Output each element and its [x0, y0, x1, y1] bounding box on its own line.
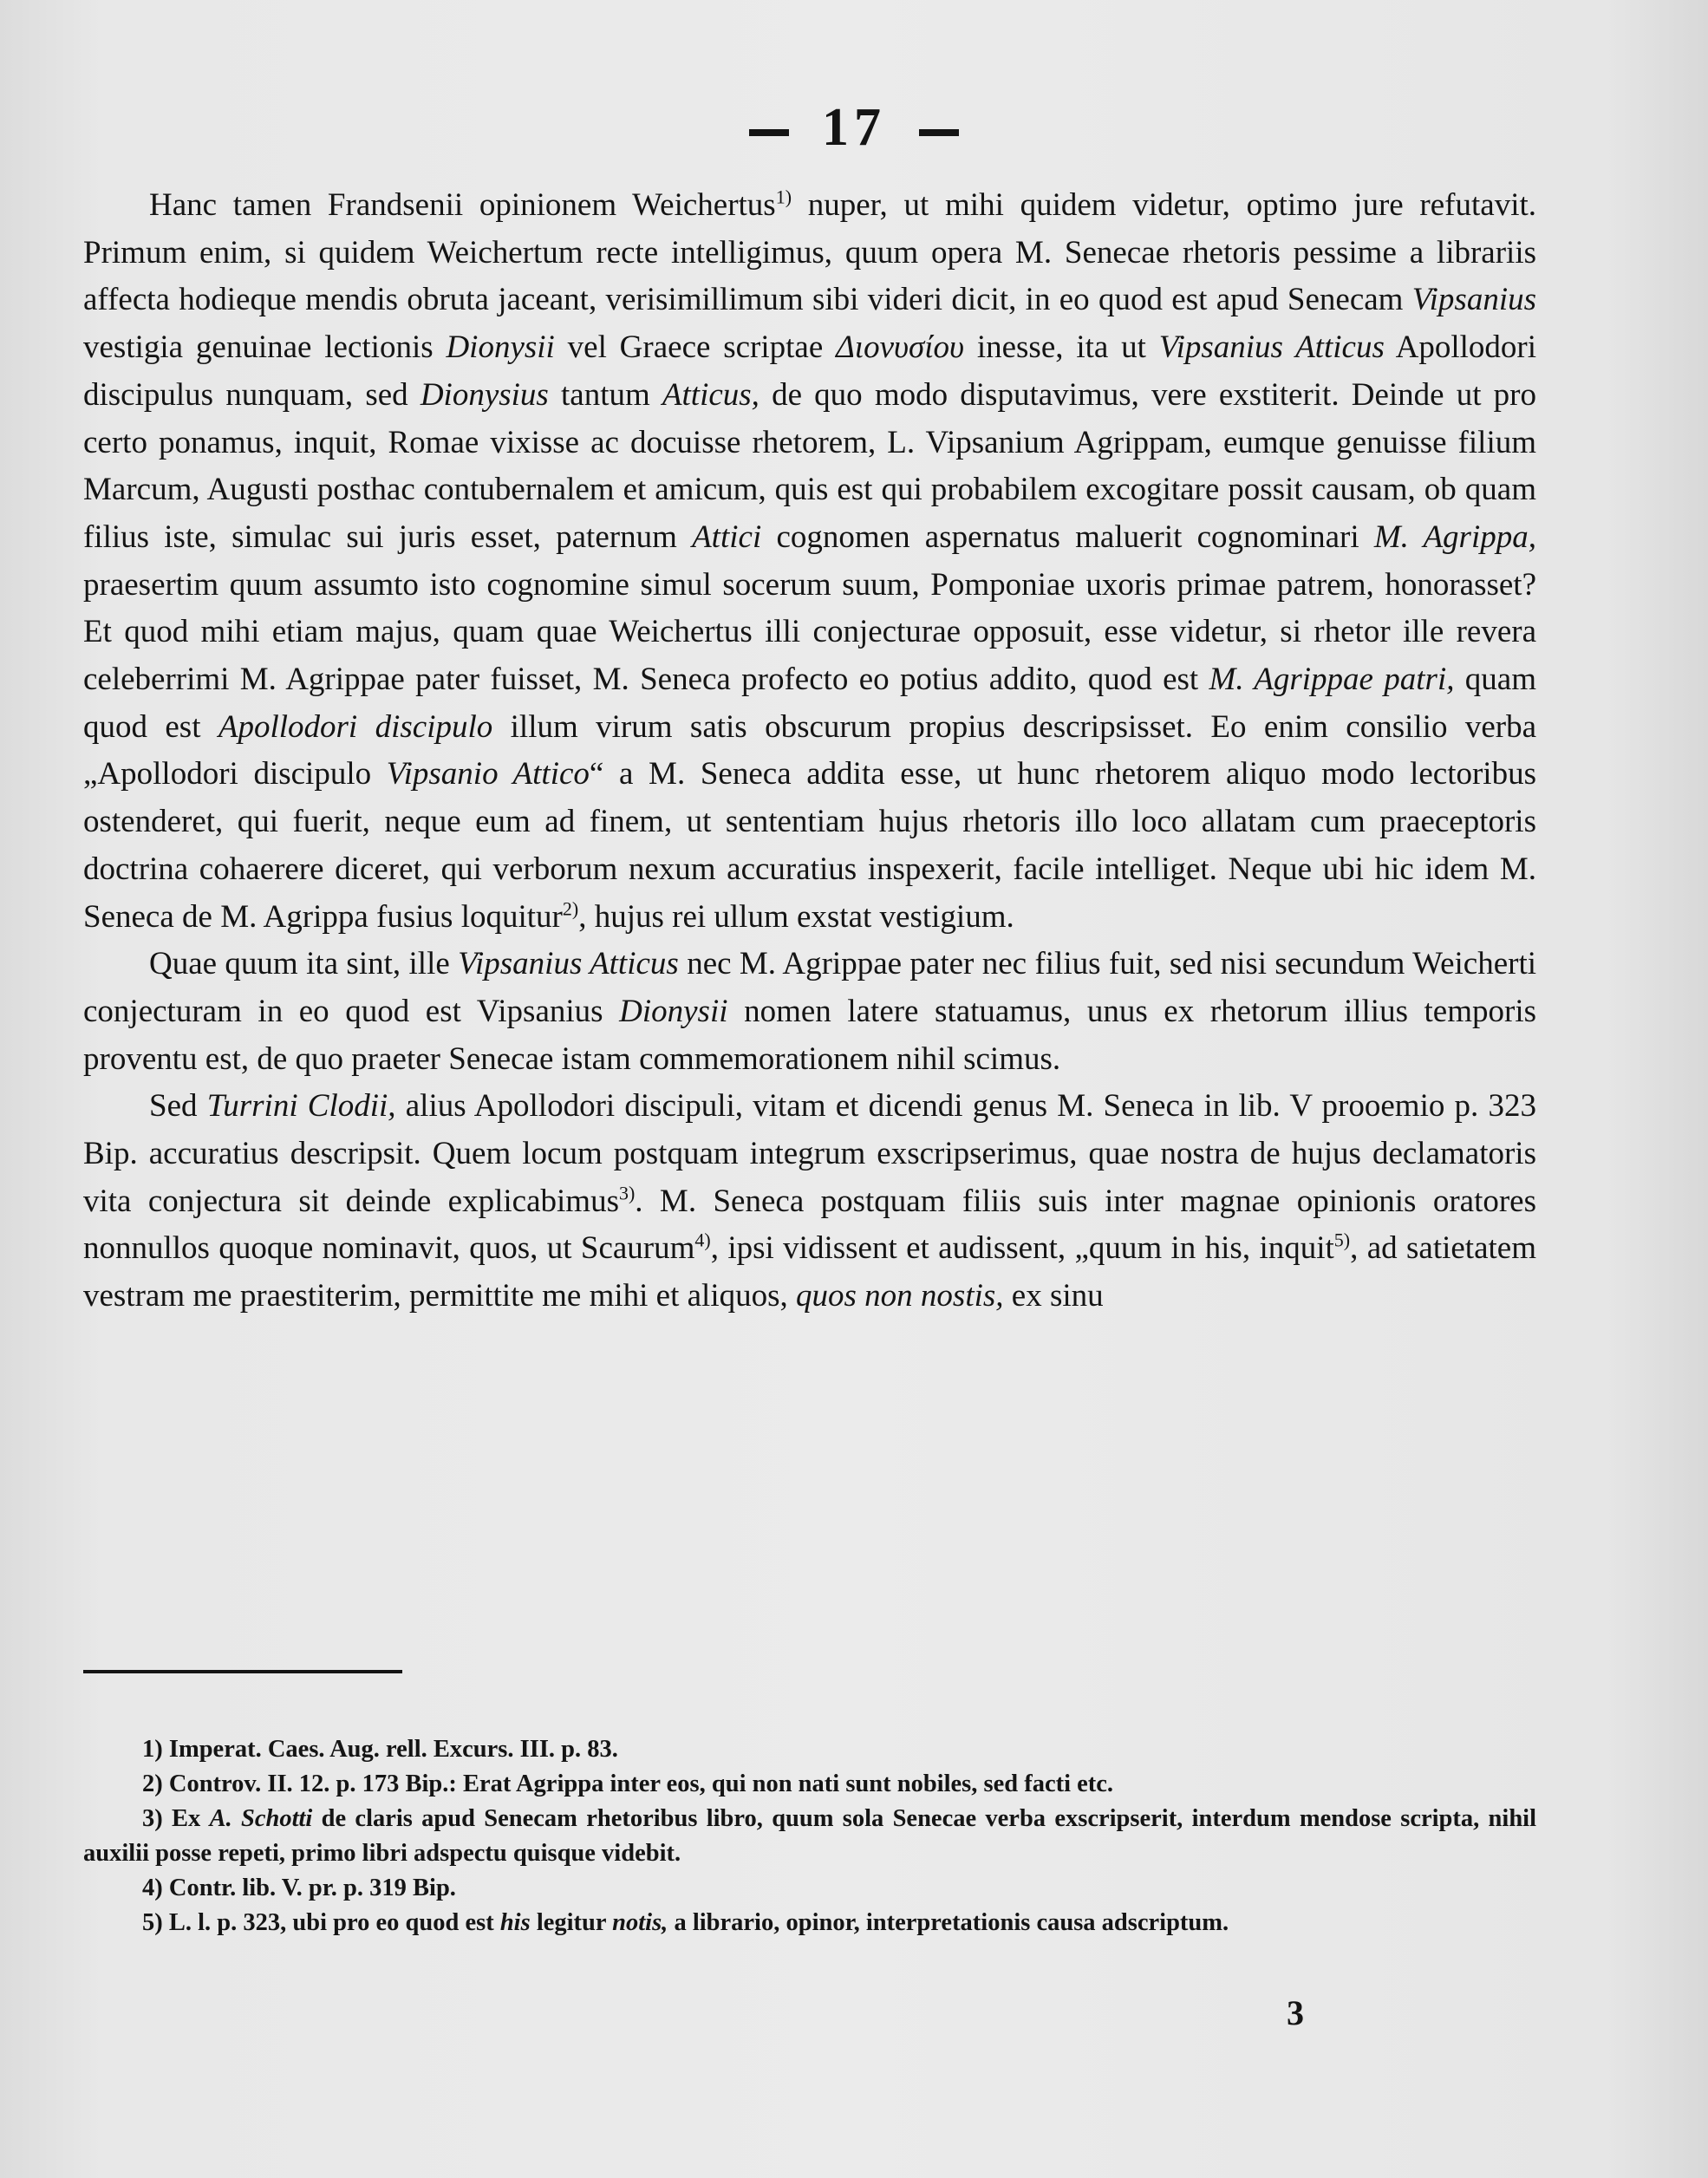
italic-text: Διονυσίου — [836, 329, 965, 366]
signature-mark: 3 — [1287, 1993, 1304, 2032]
text-run: a librario, opinor, interpretationis causa adscriptum. — [668, 1909, 1229, 1936]
paragraph — [83, 1083, 1536, 1320]
footnote — [83, 1767, 1536, 1802]
italic-text: A. Schotti — [209, 1805, 313, 1832]
footnote-reference: 2) — [562, 897, 579, 920]
text-run: Hanc tamen Frandsenii opinionem Weichertus — [149, 187, 776, 223]
text-run: “ a M. Seneca addita esse, ut hunc rhetorem aliquo modo lectoribus ostenderet, qui fuerit, neque eum ad finem, ut sententiam hujus rhetoris illo loco allatam cum praeceptoris doctrina cohaerere diceret, qui verborum nexum accuratius inspexerit, facile intelliget. Neque ubi hic idem M. Seneca de M. Agrippa fusius loquitur — [83, 756, 1536, 935]
text-run: . M. Seneca postquam filiis suis inter magnae opinionis oratores nonnullos quoque nominavit, quos, ut Scaurum — [83, 1183, 1536, 1267]
text-run: de claris apud Senecam rhetoribus libro, quum sola Senecae verba exscripserit, interdum mendose scripta, nihil auxilii posse repeti, primo libri adspectu quisque videbit. — [83, 1805, 1537, 1867]
text-run: , ad satietatem vestram me praestiterim, permittite me mihi et aliquos, — [83, 1230, 1536, 1314]
footnote — [83, 1802, 1536, 1871]
text-run: praesertim quum assumto isto cognomine simul socerum suum, Pomponiae uxoris primae patrem, honorasset? Et quod mihi etiam majus, quam quae Weichertus illi conjecturae opposuit, esse videtur, si rhetor ille revera celeberrimi M. Agrippae pater fuisset, M. Seneca profecto eo potius addito, quod est — [83, 566, 1536, 698]
text-run: 1) Imperat. Caes. Aug. rell. Excurs. III. p. 83. — [142, 1736, 618, 1763]
text-run: Apollodori discipulus nunquam, sed — [83, 329, 1536, 413]
header-dash-right — [919, 129, 959, 136]
text-run: ex sinu — [1003, 1278, 1104, 1314]
text-run: de quo modo disputavimus, vere exstiterit. Deinde ut pro certo ponamus, inquit, Romae vixisse ac docuisse rhetorem, L. Vipsanium Agrippam, eumque genuisse filium Marcum, Augusti posthac contubernalem et amicum, quis est qui probabilem excogitare possit causam, ob quam filius iste, simulac sui juris esset, paternum — [83, 376, 1537, 555]
paragraph — [83, 182, 1536, 941]
italic-text: Dionysius — [420, 376, 549, 413]
footnote-reference: 5) — [1333, 1229, 1351, 1252]
footnote-reference: 1) — [775, 186, 792, 208]
paragraph — [83, 941, 1536, 1083]
italic-text: Vipsanio Attico — [386, 756, 590, 792]
footnote-reference: 4) — [694, 1229, 711, 1252]
text-run: Sed — [149, 1088, 207, 1125]
text-run: vestigia genuinae lectionis — [83, 329, 447, 366]
italic-text: Atticus, — [662, 376, 759, 413]
italic-text: notis, — [612, 1909, 668, 1936]
italic-text: Attici — [692, 518, 762, 555]
italic-text: quos non nostis, — [796, 1278, 1004, 1314]
footnote-separator — [83, 1670, 402, 1673]
italic-text: Dionysii — [619, 993, 728, 1029]
header-dash-left — [749, 129, 789, 136]
page-header — [0, 97, 1708, 159]
text-run: cognomen aspernatus maluerit cognominari — [761, 518, 1374, 555]
text-run: 2) Controv. II. 12. p. 173 Bip.: Erat Agrippa inter eos, qui non nati sunt nobiles, sed facti etc. — [142, 1770, 1114, 1797]
main-text — [83, 182, 1536, 1320]
text-run: nuper, ut mihi quidem videtur, optimo jure refutavit. Primum enim, si quidem Weichertum recte intelligimus, quum opera M. Senecae rhetoris pessime a librariis affecta hodieque mendis obruta jaceant, verisimillimum sibi videri dicit, in eo quod est apud Senecam — [83, 187, 1536, 318]
italic-text: M. Agrippae patri, — [1209, 662, 1455, 698]
text-run: , ipsi vidissent et audissent, „quum in his, inquit — [710, 1230, 1334, 1267]
text-run: 5) L. l. p. 323, ubi pro eo quod est — [142, 1909, 500, 1936]
page-number: 17 — [822, 98, 886, 157]
text-run: alius Apollodori discipuli, vitam et dicendi genus M. Seneca in lib. V prooemio p. 323 Bip. accuratius descripsit. Quem locum postquam integrum exscripserimus, quae nostra de hujus declamatoris vita conjectura sit deinde explicabimus — [83, 1088, 1536, 1219]
text-run: nomen latere statuamus, unus ex rhetorum illius temporis proventu est, de quo praeter Senecae istam commemorationem nihil scimus. — [83, 993, 1537, 1077]
italic-text: Vipsanius Atticus — [458, 946, 679, 982]
text-run: inesse, ita ut — [964, 329, 1159, 366]
footnote — [83, 1732, 1536, 1767]
footnote — [83, 1906, 1536, 1940]
footnotes — [83, 1732, 1536, 1940]
italic-text: Apollodori discipulo — [218, 708, 493, 745]
text-run: , hujus rei ullum exstat vestigium. — [578, 898, 1014, 935]
text-run: quam quod est — [83, 662, 1537, 745]
text-run: vel Graece scriptae — [554, 329, 837, 366]
text-run: 3) Ex — [142, 1805, 210, 1832]
text-run: 4) Contr. lib. V. pr. p. 319 Bip. — [142, 1875, 456, 1901]
italic-text: Vipsanius Atticus — [1158, 329, 1385, 366]
italic-text: Turrini Clodii, — [206, 1088, 396, 1125]
footnote-reference: 3) — [618, 1182, 636, 1204]
text-run: legitur — [530, 1909, 613, 1936]
text-run: nec M. Agrippae pater nec filius fuit, sed nisi secundum Weicherti conjecturam in eo quod est Vipsanius — [83, 946, 1537, 1029]
italic-text: Dionysii — [446, 329, 555, 366]
text-run: illum virum satis obscurum propius descripsisset. Eo enim consilio verba „Apollodori discipulo — [83, 708, 1536, 792]
italic-text: his — [499, 1909, 531, 1936]
text-run: tantum — [548, 376, 662, 413]
italic-text: M. Agrippa, — [1373, 518, 1536, 555]
footnote — [83, 1871, 1536, 1906]
italic-text: Vipsanius — [1411, 282, 1536, 318]
text-run: Quae quum ita sint, ille — [149, 946, 459, 982]
